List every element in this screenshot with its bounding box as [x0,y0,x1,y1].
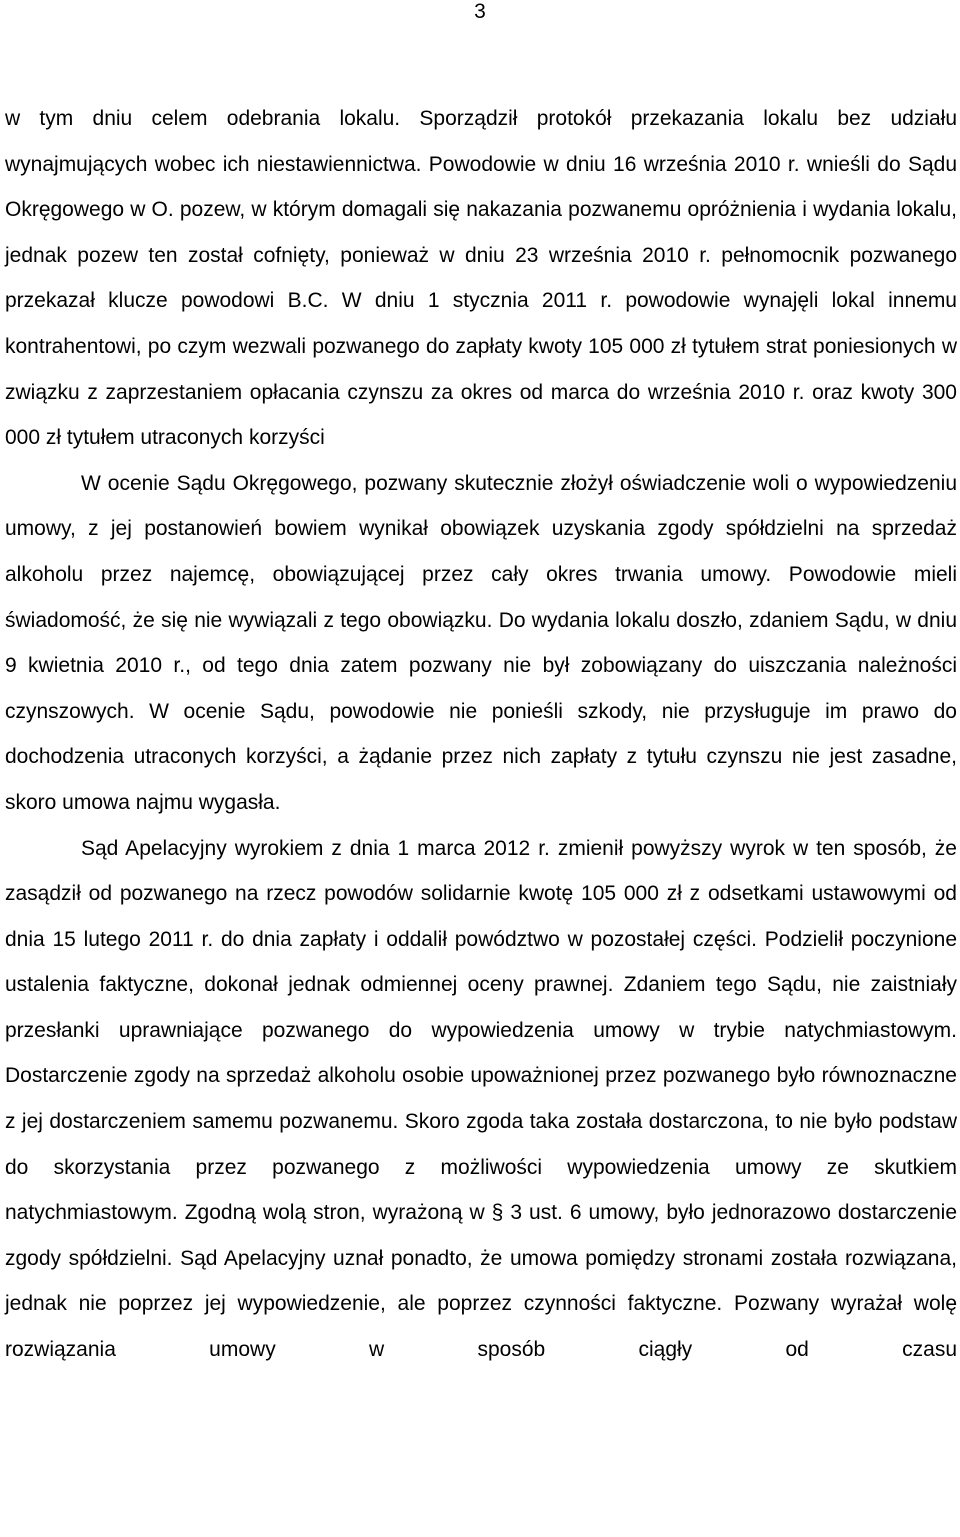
document-body [5,96,957,1373]
paragraph-3: Sąd Apelacyjny wyrokiem z dnia 1 marca 2012 r. zmienił powyższy wyrok w ten sposób, że zasądził od pozwanego na rzecz powodów solidarnie kwotę 105 000 zł z odsetkami ustawowymi od dnia 15 lutego 2011 r. do dnia zapłaty i oddalił powództwo w pozostałej części. Podzielił poczynione ustalenia faktyczne, dokonał jednak odmiennej oceny prawnej. Zdaniem tego Sądu, nie zaistniały przesłanki uprawniające pozwanego do wypowiedzenia umowy w trybie natychmiastowym. Dostarczenie zgody na sprzedaż alkoholu osobie upoważnionej przez pozwanego było równoznaczne z jej dostarczeniem samemu pozwanemu. Skoro zgoda taka została dostarczona, to nie było podstaw do skorzystania przez pozwanego z możliwości wypowiedzenia umowy ze skutkiem natychmiastowym. Zgodną wolą stron, wyrażoną w § 3 ust. 6 umowy, było jednorazowo dostarczenie zgody spółdzielni. Sąd Apelacyjny uznał ponadto, że umowa pomiędzy stronami została rozwiązana, jednak nie poprzez jej wypowiedzenie, ale poprzez czynności faktyczne. Pozwany wyrażał wolę rozwiązania umowy w sposób ciągły od czasu [5,836,957,1362]
paragraph-2: W ocenie Sądu Okręgowego, pozwany skutecznie złożył oświadczenie woli o wypowiedzeniu umowy, z jej postanowień bowiem wynikał obowiązek uzyskania zgody spółdzielni na sprzedaż alkoholu przez najemcę, obowiązującej przez cały okres trwania umowy. Powodowie mieli świadomość, że się nie wywiązali z tego obowiązku. Do wydania lokalu doszło, zdaniem Sądu, w dniu 9 kwietnia 2010 r., od tego dnia zatem pozwany nie był zobowiązany do uiszczania należności czynszowych. W ocenie Sądu, powodowie nie ponieśli szkody, nie przysługuje im prawo do dochodzenia utraconych korzyści, a żądanie przez nich zapłaty z tytułu czynszu nie jest zasadne, skoro umowa najmu wygasła. [5,471,957,814]
page-number: 3 [474,0,486,23]
paragraph-1: w tym dniu celem odebrania lokalu. Sporządził protokół przekazania lokalu bez udziału wynajmujących wobec ich niestawiennictwa. Powodowie w dniu 16 września 2010 r. wnieśli do Sądu Okręgowego w O. pozew, w którym domagali się nakazania pozwanemu opróżnienia i wydania lokalu, jednak pozew ten został cofnięty, ponieważ w dniu 23 września 2010 r. pełnomocnik pozwanego przekazał klucze powodowi B.C. W dniu 1 stycznia 2011 r. powodowie wynajęli lokal innemu kontrahentowi, po czym wezwali pozwanego do zapłaty kwoty 105 000 zł tytułem strat poniesionych w związku z zaprzestaniem opłacania czynszu za okres od marca do września 2010 r. oraz kwoty 300 000 zł tytułem utraconych korzyści [5,107,957,450]
